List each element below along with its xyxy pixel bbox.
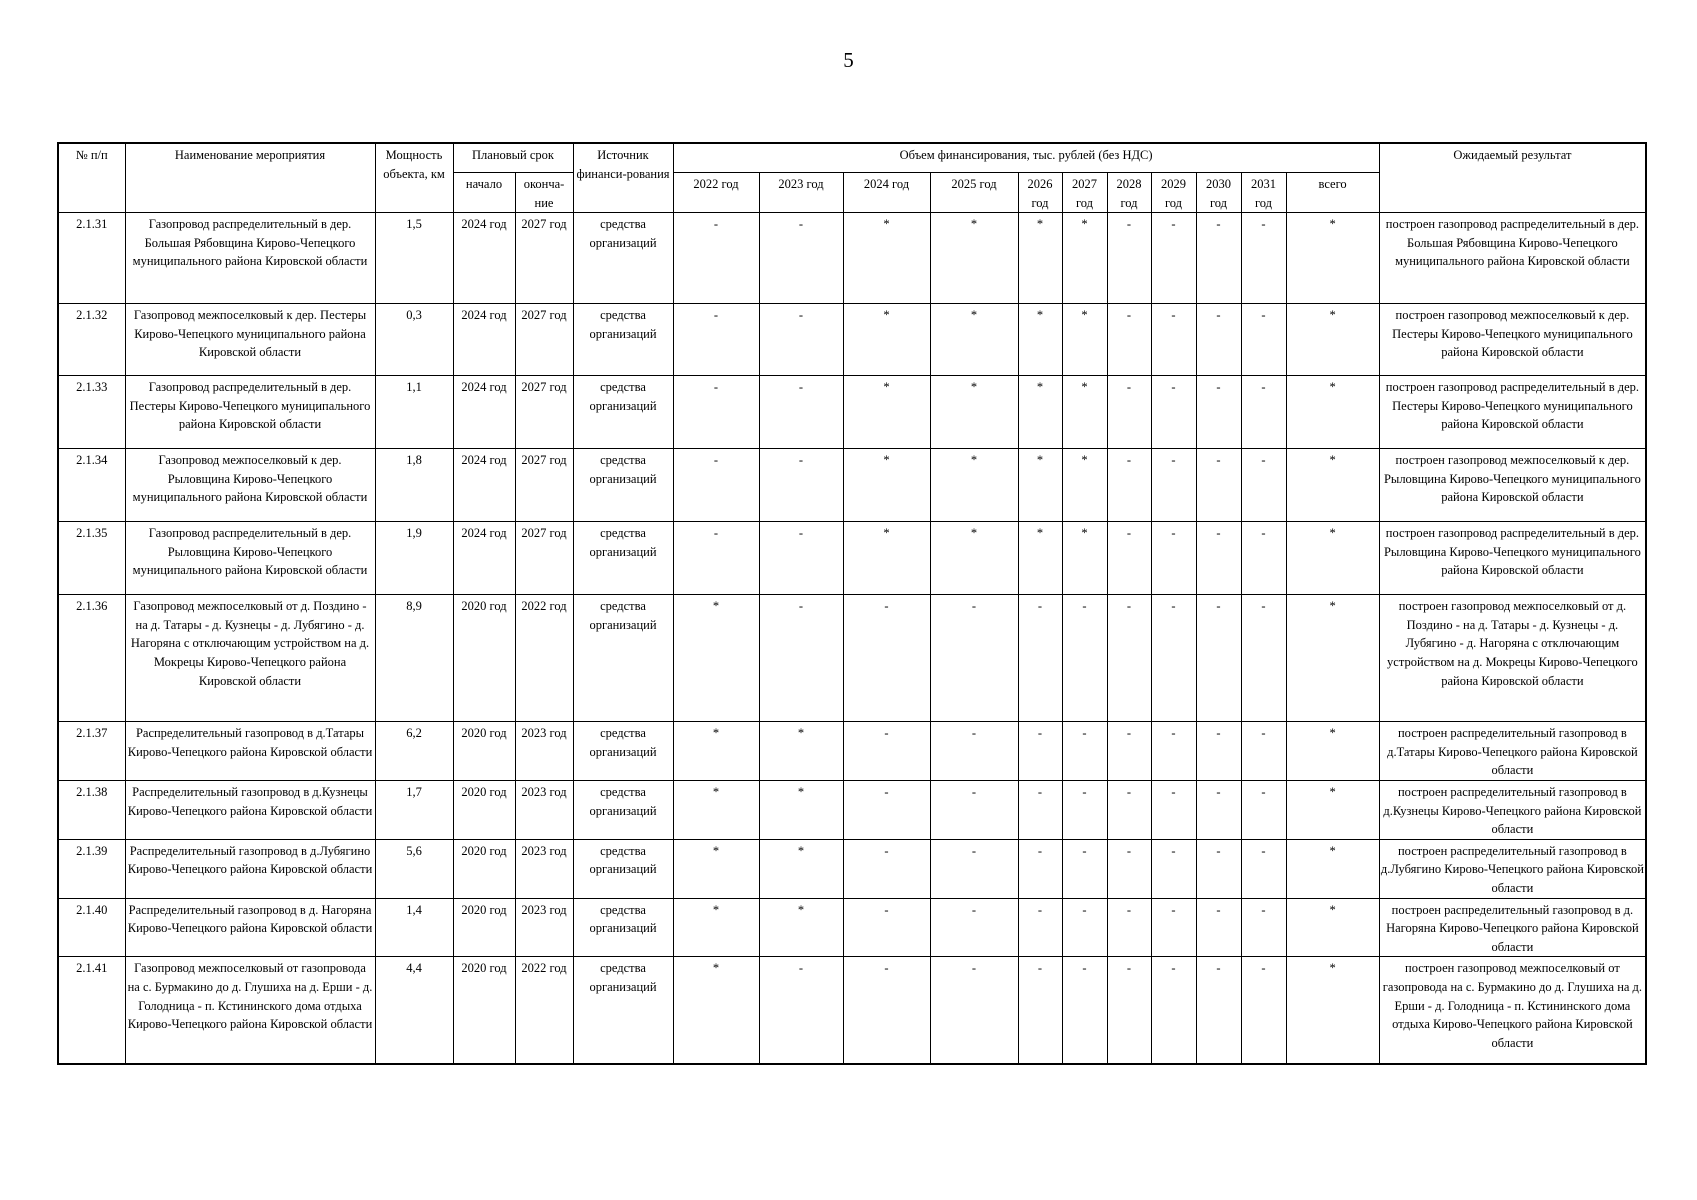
- row-year-cell: -: [1107, 522, 1151, 595]
- header-funding: Объем финансирования, тыс. рублей (без НДС): [673, 143, 1379, 173]
- row-year-cell: -: [1196, 780, 1241, 839]
- row-year-cell: -: [1062, 722, 1107, 781]
- row-name: Распределительный газопровод в д.Кузнецы Кирово-Чепецкого района Кировской области: [125, 780, 375, 839]
- row-end: 2027 год: [515, 304, 573, 376]
- row-capacity: 0,3: [375, 304, 453, 376]
- row-total: *: [1286, 780, 1379, 839]
- header-source: Источник финанси-рования: [573, 143, 673, 213]
- row-year-cell: -: [1196, 522, 1241, 595]
- row-end: 2027 год: [515, 449, 573, 522]
- header-name: Наименование мероприятия: [125, 143, 375, 213]
- row-num: 2.1.33: [58, 376, 125, 449]
- row-capacity: 1,9: [375, 522, 453, 595]
- row-start: 2020 год: [453, 722, 515, 781]
- header-year: 2023 год: [759, 173, 843, 213]
- row-year-cell: -: [1062, 957, 1107, 1064]
- row-year-cell: -: [1018, 595, 1062, 722]
- row-num: 2.1.35: [58, 522, 125, 595]
- row-year-cell: -: [1196, 304, 1241, 376]
- row-total: *: [1286, 449, 1379, 522]
- row-year-cell: -: [1196, 898, 1241, 957]
- header-year: 2025 год: [930, 173, 1018, 213]
- row-source: средства организаций: [573, 304, 673, 376]
- row-end: 2022 год: [515, 595, 573, 722]
- row-year-cell: -: [1241, 898, 1286, 957]
- row-year-cell: -: [843, 595, 930, 722]
- row-year-cell: -: [1196, 957, 1241, 1064]
- row-year-cell: -: [843, 780, 930, 839]
- row-year-cell: -: [1196, 595, 1241, 722]
- row-year-cell: *: [1018, 376, 1062, 449]
- row-year-cell: -: [1107, 780, 1151, 839]
- row-source: средства организаций: [573, 595, 673, 722]
- header-term-end: оконча-ние: [515, 173, 573, 213]
- row-name: Газопровод межпоселковый от газопровода на с. Бурмакино до д. Глушиха на д. Ерши - д. Голодница - п. Кстининского дома отдыха Кирово-Чепецкого района Кировской области: [125, 957, 375, 1064]
- row-year-cell: -: [759, 957, 843, 1064]
- table-row: [58, 213, 1646, 304]
- row-start: 2020 год: [453, 839, 515, 898]
- row-year-cell: *: [1062, 449, 1107, 522]
- row-year-cell: -: [1151, 722, 1196, 781]
- row-end: 2027 год: [515, 522, 573, 595]
- row-year-cell: -: [1196, 376, 1241, 449]
- row-year-cell: -: [1107, 304, 1151, 376]
- row-year-cell: *: [759, 722, 843, 781]
- row-year-cell: -: [1151, 595, 1196, 722]
- row-start: 2024 год: [453, 213, 515, 304]
- row-year-cell: -: [1241, 595, 1286, 722]
- row-year-cell: -: [843, 839, 930, 898]
- row-source: средства организаций: [573, 376, 673, 449]
- row-year-cell: -: [930, 595, 1018, 722]
- row-year-cell: *: [843, 213, 930, 304]
- row-source: средства организаций: [573, 722, 673, 781]
- row-year-cell: -: [1151, 213, 1196, 304]
- row-year-cell: -: [930, 722, 1018, 781]
- row-capacity: 4,4: [375, 957, 453, 1064]
- row-year-cell: *: [930, 304, 1018, 376]
- row-name: Газопровод межпоселковый к дер. Рыловщина Кирово-Чепецкого муниципального района Кировской области: [125, 449, 375, 522]
- table-row: [58, 898, 1646, 957]
- row-year-cell: -: [1018, 898, 1062, 957]
- row-year-cell: -: [1151, 522, 1196, 595]
- row-source: средства организаций: [573, 957, 673, 1064]
- row-name: Газопровод межпоселковый к дер. Пестеры Кирово-Чепецкого муниципального района Кировской области: [125, 304, 375, 376]
- table-row: [58, 722, 1646, 781]
- row-year-cell: -: [1241, 376, 1286, 449]
- row-year-cell: *: [673, 722, 759, 781]
- row-year-cell: -: [1151, 304, 1196, 376]
- row-year-cell: -: [1107, 898, 1151, 957]
- row-num: 2.1.36: [58, 595, 125, 722]
- row-num: 2.1.39: [58, 839, 125, 898]
- row-year-cell: -: [1018, 957, 1062, 1064]
- row-year-cell: *: [1018, 213, 1062, 304]
- header-year: 2022 год: [673, 173, 759, 213]
- row-year-cell: -: [1062, 839, 1107, 898]
- row-year-cell: -: [673, 304, 759, 376]
- row-year-cell: -: [1107, 595, 1151, 722]
- header-year: 2026 год: [1018, 173, 1062, 213]
- row-end: 2023 год: [515, 898, 573, 957]
- row-source: средства организаций: [573, 213, 673, 304]
- row-result: построен газопровод межпоселковый от газопровода на с. Бурмакино до д. Глушиха на д. Ерши - д. Голодница - п. Кстининского дома отдыха Кирово-Чепецкого района Кировской области: [1379, 957, 1646, 1064]
- row-year-cell: -: [1107, 839, 1151, 898]
- row-result: построен распределительный газопровод в д.Кузнецы Кирово-Чепецкого района Кировской области: [1379, 780, 1646, 839]
- row-year-cell: -: [1241, 839, 1286, 898]
- row-end: 2027 год: [515, 376, 573, 449]
- row-capacity: 5,6: [375, 839, 453, 898]
- table-row: [58, 376, 1646, 449]
- measures-table: [57, 142, 1647, 1065]
- row-year-cell: -: [1151, 780, 1196, 839]
- row-capacity: 8,9: [375, 595, 453, 722]
- header-term-start: начало: [453, 173, 515, 213]
- row-year-cell: -: [930, 839, 1018, 898]
- row-end: 2023 год: [515, 839, 573, 898]
- row-year-cell: *: [1018, 522, 1062, 595]
- row-year-cell: -: [759, 595, 843, 722]
- row-start: 2024 год: [453, 376, 515, 449]
- row-year-cell: *: [673, 898, 759, 957]
- row-year-cell: -: [930, 957, 1018, 1064]
- row-year-cell: -: [843, 722, 930, 781]
- row-num: 2.1.32: [58, 304, 125, 376]
- row-year-cell: -: [1151, 376, 1196, 449]
- table-header: [58, 143, 1646, 213]
- row-year-cell: -: [1151, 898, 1196, 957]
- row-name: Распределительный газопровод в д.Лубягино Кирово-Чепецкого района Кировской области: [125, 839, 375, 898]
- row-year-cell: *: [1018, 304, 1062, 376]
- row-end: 2023 год: [515, 780, 573, 839]
- row-year-cell: -: [759, 304, 843, 376]
- row-year-cell: *: [1062, 304, 1107, 376]
- row-capacity: 1,8: [375, 449, 453, 522]
- row-result: построен газопровод распределительный в дер. Пестеры Кирово-Чепецкого муниципального района Кировской области: [1379, 376, 1646, 449]
- row-total: *: [1286, 722, 1379, 781]
- row-num: 2.1.31: [58, 213, 125, 304]
- row-num: 2.1.40: [58, 898, 125, 957]
- row-year-cell: -: [1107, 449, 1151, 522]
- row-year-cell: *: [673, 595, 759, 722]
- row-year-cell: -: [1151, 449, 1196, 522]
- row-year-cell: *: [673, 780, 759, 839]
- row-source: средства организаций: [573, 898, 673, 957]
- header-capacity: Мощность объекта, км: [375, 143, 453, 213]
- header-year: 2031 год: [1241, 173, 1286, 213]
- row-year-cell: *: [1062, 376, 1107, 449]
- row-year-cell: -: [1241, 304, 1286, 376]
- row-year-cell: *: [759, 780, 843, 839]
- row-start: 2024 год: [453, 522, 515, 595]
- row-result: построен газопровод распределительный в дер. Рыловщина Кирово-Чепецкого муниципального района Кировской области: [1379, 522, 1646, 595]
- row-year-cell: -: [1018, 722, 1062, 781]
- table-row: [58, 449, 1646, 522]
- row-num: 2.1.41: [58, 957, 125, 1064]
- row-name: Газопровод распределительный в дер. Пестеры Кирово-Чепецкого муниципального района Кировской области: [125, 376, 375, 449]
- row-capacity: 1,7: [375, 780, 453, 839]
- row-year-cell: *: [1062, 522, 1107, 595]
- row-year-cell: -: [843, 898, 930, 957]
- row-result: построен газопровод распределительный в дер. Большая Рябовщина Кирово-Чепецкого муниципального района Кировской области: [1379, 213, 1646, 304]
- row-total: *: [1286, 304, 1379, 376]
- row-year-cell: -: [1151, 957, 1196, 1064]
- row-num: 2.1.34: [58, 449, 125, 522]
- row-year-cell: -: [930, 898, 1018, 957]
- row-year-cell: -: [843, 957, 930, 1064]
- table-row: [58, 304, 1646, 376]
- row-year-cell: -: [1196, 839, 1241, 898]
- header-num: № п/п: [58, 143, 125, 213]
- row-year-cell: -: [1241, 522, 1286, 595]
- row-total: *: [1286, 522, 1379, 595]
- row-source: средства организаций: [573, 780, 673, 839]
- row-capacity: 6,2: [375, 722, 453, 781]
- row-year-cell: -: [1062, 898, 1107, 957]
- row-capacity: 1,4: [375, 898, 453, 957]
- row-year-cell: -: [1241, 449, 1286, 522]
- row-year-cell: -: [1196, 213, 1241, 304]
- row-capacity: 1,1: [375, 376, 453, 449]
- table-row: [58, 595, 1646, 722]
- row-year-cell: -: [1241, 213, 1286, 304]
- row-year-cell: *: [673, 957, 759, 1064]
- row-year-cell: *: [930, 376, 1018, 449]
- table-row: [58, 839, 1646, 898]
- row-year-cell: -: [673, 213, 759, 304]
- row-year-cell: -: [1062, 780, 1107, 839]
- row-name: Распределительный газопровод в д. Нагоряна Кирово-Чепецкого района Кировской области: [125, 898, 375, 957]
- row-year-cell: *: [930, 449, 1018, 522]
- row-num: 2.1.37: [58, 722, 125, 781]
- row-year-cell: -: [1241, 957, 1286, 1064]
- row-total: *: [1286, 376, 1379, 449]
- header-year: 2028 год: [1107, 173, 1151, 213]
- row-year-cell: *: [930, 213, 1018, 304]
- row-end: 2022 год: [515, 957, 573, 1064]
- row-result: построен газопровод межпоселковый от д. Поздино - на д. Татары - д. Кузнецы - д. Лубягино - д. Нагоряна с отключающим устройством на д. Мокрецы Кирово-Чепецкого района Кировской области: [1379, 595, 1646, 722]
- row-source: средства организаций: [573, 522, 673, 595]
- row-year-cell: *: [843, 376, 930, 449]
- row-year-cell: *: [843, 449, 930, 522]
- table-body: [58, 213, 1646, 1064]
- row-year-cell: -: [1151, 839, 1196, 898]
- row-result: построен распределительный газопровод в д.Татары Кирово-Чепецкого района Кировской области: [1379, 722, 1646, 781]
- row-year-cell: -: [1107, 722, 1151, 781]
- table-row: [58, 522, 1646, 595]
- row-source: средства организаций: [573, 839, 673, 898]
- row-year-cell: *: [930, 522, 1018, 595]
- row-year-cell: -: [1241, 780, 1286, 839]
- row-year-cell: -: [1196, 722, 1241, 781]
- header-year: 2030 год: [1196, 173, 1241, 213]
- row-source: средства организаций: [573, 449, 673, 522]
- header-term: Плановый срок: [453, 143, 573, 173]
- row-total: *: [1286, 957, 1379, 1064]
- row-year-cell: *: [1062, 213, 1107, 304]
- row-start: 2020 год: [453, 780, 515, 839]
- row-start: 2020 год: [453, 898, 515, 957]
- row-year-cell: -: [1018, 780, 1062, 839]
- header-year: 2024 год: [843, 173, 930, 213]
- row-year-cell: *: [843, 304, 930, 376]
- row-year-cell: -: [930, 780, 1018, 839]
- row-year-cell: -: [1196, 449, 1241, 522]
- row-result: построен распределительный газопровод в д.Лубягино Кирово-Чепецкого района Кировской области: [1379, 839, 1646, 898]
- header-year: 2029 год: [1151, 173, 1196, 213]
- row-year-cell: -: [673, 449, 759, 522]
- row-name: Газопровод распределительный в дер. Рыловщина Кирово-Чепецкого муниципального района Кировской области: [125, 522, 375, 595]
- header-total: всего: [1286, 173, 1379, 213]
- row-year-cell: -: [1018, 839, 1062, 898]
- row-year-cell: -: [673, 376, 759, 449]
- row-name: Газопровод распределительный в дер. Большая Рябовщина Кирово-Чепецкого муниципального района Кировской области: [125, 213, 375, 304]
- row-start: 2020 год: [453, 957, 515, 1064]
- row-name: Газопровод межпоселковый от д. Поздино - на д. Татары - д. Кузнецы - д. Лубягино - д. Нагоряна с отключающим устройством на д. Мокрецы Кирово-Чепецкого района Кировской области: [125, 595, 375, 722]
- row-result: построен газопровод межпоселковый к дер. Пестеры Кирово-Чепецкого муниципального района Кировской области: [1379, 304, 1646, 376]
- row-start: 2024 год: [453, 304, 515, 376]
- header-year: 2027 год: [1062, 173, 1107, 213]
- row-total: *: [1286, 839, 1379, 898]
- row-year-cell: -: [759, 376, 843, 449]
- row-year-cell: *: [673, 839, 759, 898]
- row-total: *: [1286, 213, 1379, 304]
- page-number: 5: [843, 48, 854, 72]
- row-result: построен распределительный газопровод в д. Нагоряна Кирово-Чепецкого района Кировской области: [1379, 898, 1646, 957]
- row-end: 2023 год: [515, 722, 573, 781]
- row-total: *: [1286, 898, 1379, 957]
- row-name: Распределительный газопровод в д.Татары Кирово-Чепецкого района Кировской области: [125, 722, 375, 781]
- row-year-cell: -: [1241, 722, 1286, 781]
- table-row: [58, 780, 1646, 839]
- table-row: [58, 957, 1646, 1064]
- row-start: 2020 год: [453, 595, 515, 722]
- row-year-cell: -: [1062, 595, 1107, 722]
- header-result: Ожидаемый результат: [1379, 143, 1646, 213]
- row-year-cell: -: [1107, 213, 1151, 304]
- row-year-cell: -: [1107, 957, 1151, 1064]
- row-result: построен газопровод межпоселковый к дер. Рыловщина Кирово-Чепецкого муниципального района Кировской области: [1379, 449, 1646, 522]
- row-year-cell: *: [759, 839, 843, 898]
- row-year-cell: -: [1107, 376, 1151, 449]
- row-year-cell: -: [759, 213, 843, 304]
- row-total: *: [1286, 595, 1379, 722]
- row-year-cell: -: [673, 522, 759, 595]
- row-year-cell: *: [1018, 449, 1062, 522]
- row-year-cell: *: [759, 898, 843, 957]
- row-end: 2027 год: [515, 213, 573, 304]
- row-year-cell: -: [759, 522, 843, 595]
- row-year-cell: -: [759, 449, 843, 522]
- row-capacity: 1,5: [375, 213, 453, 304]
- row-num: 2.1.38: [58, 780, 125, 839]
- row-start: 2024 год: [453, 449, 515, 522]
- row-year-cell: *: [843, 522, 930, 595]
